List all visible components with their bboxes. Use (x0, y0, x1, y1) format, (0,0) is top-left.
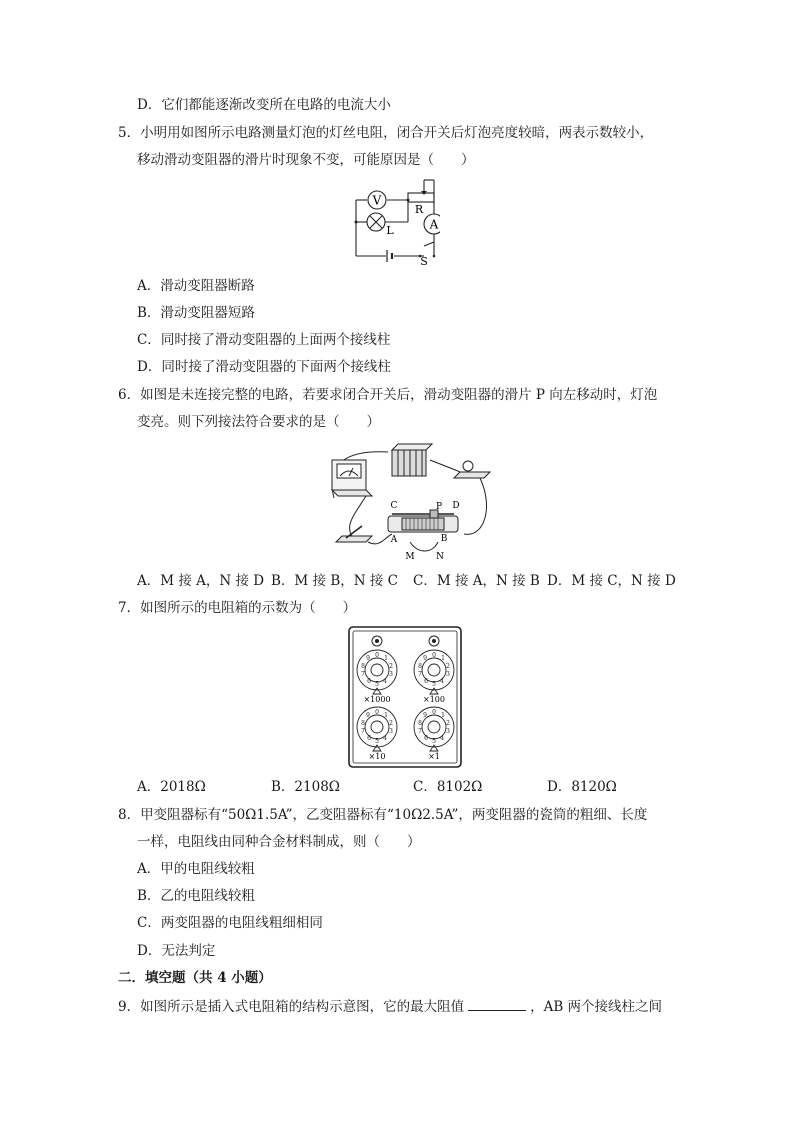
svg-text:6: 6 (367, 735, 371, 742)
q6-option-a: A．M 接 A，N 接 D (137, 573, 265, 589)
q8-option-d: D．无法判定 (137, 943, 216, 959)
dial-x100-label: ×100 (423, 695, 445, 704)
q7-option-d: D．8120Ω (547, 779, 617, 795)
svg-text:7: 7 (418, 728, 422, 735)
section-title: 二．填空题（共 4 小题） (118, 970, 272, 986)
svg-text:4: 4 (383, 735, 387, 742)
q7-stem-line1: 7．如图所示的电阻箱的示数为（ ） (118, 600, 357, 616)
q6-option-b: B．M 接 B，N 接 C (271, 573, 398, 589)
q5-option-a: A．滑动变阻器断路 (137, 278, 255, 294)
q6-option-c: C．M 接 A，N 接 B (413, 573, 540, 589)
q7-options-row (0, 777, 794, 797)
svg-text:5: 5 (432, 681, 436, 688)
q9-text-part2: ，AB 两个接线柱之间 (530, 999, 663, 1015)
q9-stem (118, 996, 662, 1017)
svg-text:2: 2 (389, 720, 393, 727)
q7-option-a: A．2018Ω (137, 779, 206, 795)
svg-text:6: 6 (424, 678, 428, 685)
wire-m-label: M (405, 552, 415, 562)
svg-text:4: 4 (440, 678, 444, 685)
svg-text:8: 8 (418, 663, 422, 670)
q7-resistance-box (348, 626, 462, 768)
svg-text:0: 0 (375, 652, 379, 659)
voltmeter-label: V (372, 193, 382, 208)
q5-option-d: D．同时接了滑动变阻器的下面两个接线柱 (137, 359, 391, 375)
q6-option-d: D．M 接 C，N 接 D (547, 573, 676, 589)
svg-text:5: 5 (432, 738, 436, 745)
q8-option-a: A．甲的电阻线较粗 (137, 861, 255, 877)
svg-text:4: 4 (383, 678, 387, 685)
dial-x1-label: ×1 (428, 752, 440, 761)
svg-text:0: 0 (432, 652, 436, 659)
svg-text:2: 2 (446, 663, 450, 670)
svg-text:6: 6 (367, 678, 371, 685)
svg-text:3: 3 (446, 728, 450, 735)
svg-text:7: 7 (361, 671, 365, 678)
svg-text:9: 9 (366, 655, 370, 662)
q6-circuit-photo (322, 438, 492, 562)
svg-text:0: 0 (375, 709, 379, 716)
svg-text:9: 9 (423, 655, 427, 662)
q5-option-b: B．滑动变阻器短路 (137, 305, 255, 321)
dial-x10-label: ×10 (368, 752, 386, 761)
svg-text:8: 8 (361, 720, 365, 727)
terminal-d-label: D (452, 501, 460, 511)
svg-text:2: 2 (389, 663, 393, 670)
q5-circuit-diagram (348, 176, 440, 266)
terminal-c-label: C (390, 501, 398, 511)
q8-option-c: C．两变阻器的电阻线粗细相同 (137, 915, 323, 931)
dial-x1000-label: ×1000 (363, 695, 391, 704)
q6-stem-line1: 6．如图是未连接完整的电路，若要求闭合开关后，滑动变阻器的滑片 P 向左移动时，灯泡 (118, 387, 658, 403)
q5-stem-line1: 5．小明用如图所示电路测量灯泡的灯丝电阻，闭合开关后灯泡亮度较暗，两表示数较小， (118, 125, 654, 141)
ammeter-label: A (429, 217, 439, 232)
q9-text-part1: 9．如图所示是插入式电阻箱的结构示意图，它的最大阻值 (118, 999, 465, 1015)
q8-stem-line2: 一样，电阻线由同种合金材料制成，则（ ） (137, 834, 421, 850)
svg-text:0: 0 (432, 709, 436, 716)
svg-text:5: 5 (375, 738, 379, 745)
q9-answer-blank (468, 996, 526, 1011)
svg-text:5: 5 (375, 681, 379, 688)
svg-text:7: 7 (361, 728, 365, 735)
q6-options-row (0, 571, 794, 591)
q6-stem-line2: 变亮。则下列接法符合要求的是（ ） (137, 414, 380, 430)
q4-option-d: D．它们都能逐渐改变所在电路的电流大小 (137, 97, 391, 113)
wire-n-label: N (436, 552, 444, 562)
svg-text:9: 9 (366, 712, 370, 719)
q8-option-b: B．乙的电阻线较粗 (137, 888, 255, 904)
terminal-b-label: B (440, 534, 448, 544)
q7-option-c: C．8102Ω (413, 779, 483, 795)
svg-text:3: 3 (446, 671, 450, 678)
svg-text:3: 3 (389, 728, 393, 735)
slider-p-label: P (435, 502, 443, 512)
svg-text:8: 8 (361, 663, 365, 670)
switch-label: S (420, 255, 428, 266)
svg-text:1: 1 (441, 655, 445, 662)
svg-text:6: 6 (424, 735, 428, 742)
svg-text:3: 3 (389, 671, 393, 678)
svg-text:9: 9 (423, 712, 427, 719)
svg-text:4: 4 (440, 735, 444, 742)
svg-text:1: 1 (441, 712, 445, 719)
q5-option-c: C．同时接了滑动变阻器的上面两个接线柱 (137, 332, 391, 348)
terminal-a-label: A (390, 535, 398, 545)
rheostat-label: R (414, 203, 424, 216)
q7-option-b: B．2108Ω (271, 779, 340, 795)
q5-stem-line2: 移动滑动变阻器的滑片时现象不变，可能原因是（ ） (137, 152, 475, 168)
svg-text:1: 1 (384, 655, 388, 662)
svg-text:2: 2 (446, 720, 450, 727)
svg-text:7: 7 (418, 671, 422, 678)
q8-stem-line1: 8．甲变阻器标有“50Ω1.5A”，乙变阻器标有“10Ω2.5A”，两变阻器的瓷筒的粗细、长度 (118, 807, 648, 823)
lamp-label: L (386, 224, 394, 237)
svg-text:8: 8 (418, 720, 422, 727)
svg-text:1: 1 (384, 712, 388, 719)
